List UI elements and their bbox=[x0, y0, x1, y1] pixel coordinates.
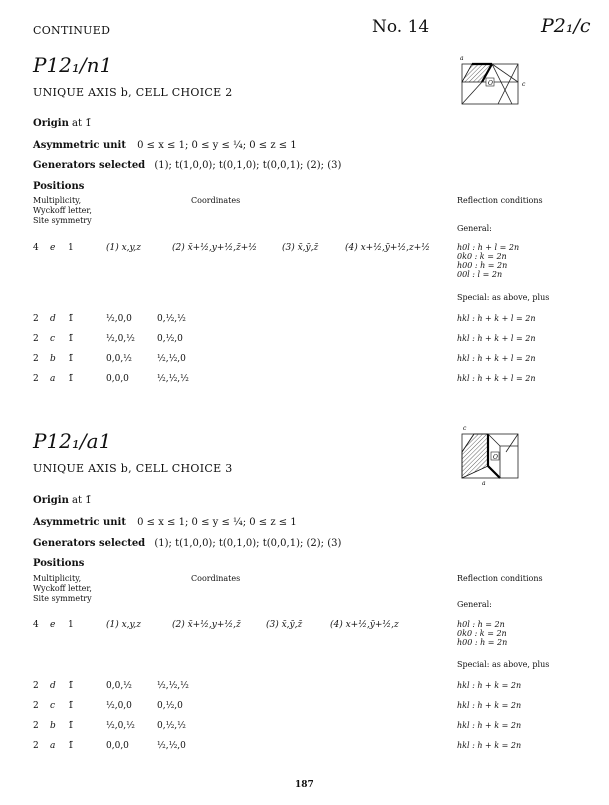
condition-0k0: 0k0 : k = 2n bbox=[457, 629, 507, 638]
table-row bbox=[0, 354, 609, 366]
condition: hkl : h + k = 2n bbox=[457, 721, 522, 730]
site-symmetry: 1̄ bbox=[68, 681, 74, 691]
table-row bbox=[0, 314, 609, 326]
mult: 2 bbox=[33, 334, 39, 344]
wyckoff-letter: c bbox=[50, 334, 56, 344]
condition: hkl : h + k + l = 2n bbox=[457, 374, 536, 383]
diagram-axis-side: c bbox=[522, 81, 526, 88]
condition: hkl : h + k + l = 2n bbox=[457, 354, 536, 363]
mult-label-2: Wyckoff letter, bbox=[33, 206, 92, 215]
mult-label-3: Site symmetry bbox=[33, 594, 92, 603]
condition-h0l: h0l : h = 2n bbox=[457, 620, 505, 629]
generators-line bbox=[33, 160, 341, 171]
diagram-axis-top: a bbox=[460, 55, 464, 62]
special-label: Special: as above, plus bbox=[457, 660, 550, 669]
mult: 4 bbox=[33, 243, 39, 253]
generators-value: (1); t(1,0,0); t(0,1,0); t(0,0,1); (2); (3) bbox=[154, 538, 342, 549]
coordinates-header: Coordinates bbox=[191, 196, 241, 205]
coord-1: (1) x,y,z bbox=[106, 620, 142, 630]
mult: 2 bbox=[33, 374, 39, 384]
coord-1: 0,0,0 bbox=[106, 741, 129, 751]
site-symmetry: 1̄ bbox=[68, 314, 74, 324]
coord-2: 0,½,0 bbox=[157, 334, 183, 344]
mult: 2 bbox=[33, 701, 39, 711]
coord-4: (4) x+½,ȳ+½,z bbox=[330, 620, 399, 630]
origin-value: at 1̄ bbox=[72, 495, 92, 506]
coord-2: ½,½,0 bbox=[157, 741, 186, 751]
table-row bbox=[0, 741, 609, 753]
condition-h00: h00 : h = 2n bbox=[457, 638, 508, 647]
origin-line bbox=[33, 495, 92, 506]
coord-1: ½,0,0 bbox=[106, 701, 132, 711]
coordinates-header: Coordinates bbox=[191, 574, 241, 583]
section-subtitle: UNIQUE AXIS b, CELL CHOICE 2 bbox=[33, 86, 233, 99]
coord-2: 0,½,½ bbox=[157, 314, 186, 324]
coord-3: (3) x̄,ȳ,z̄ bbox=[266, 620, 303, 630]
general-conditions bbox=[457, 243, 519, 279]
table-row bbox=[0, 681, 609, 693]
generators-label: Generators selected bbox=[33, 538, 146, 549]
cell-diagram bbox=[452, 422, 532, 486]
condition: hkl : h + k = 2n bbox=[457, 681, 522, 690]
coord-4: (4) x+½,ȳ+½,z+½ bbox=[345, 243, 431, 253]
mult: 2 bbox=[33, 314, 39, 324]
coord-1: 0,0,½ bbox=[106, 354, 132, 364]
condition-0k0: 0k0 : k = 2n bbox=[457, 252, 507, 261]
wyckoff-letter: d bbox=[50, 681, 56, 691]
cell-diagram bbox=[452, 52, 532, 112]
coord-1: (1) x,y,z bbox=[106, 243, 142, 253]
table-row bbox=[0, 701, 609, 713]
mult: 2 bbox=[33, 681, 39, 691]
coord-1: 0,0,0 bbox=[106, 374, 129, 384]
origin-line bbox=[33, 118, 92, 129]
mult: 2 bbox=[33, 741, 39, 751]
wyckoff-letter: d bbox=[50, 314, 56, 324]
wyckoff-letter: a bbox=[50, 374, 56, 384]
asym-line bbox=[33, 140, 297, 151]
reflection-header: Reflection conditions bbox=[457, 574, 543, 583]
positions-label: Positions bbox=[33, 181, 85, 192]
table-row bbox=[0, 334, 609, 346]
origin-label: Origin bbox=[33, 118, 69, 129]
coord-1: ½,0,½ bbox=[106, 721, 135, 731]
origin-value: at 1̄ bbox=[72, 118, 92, 129]
wyckoff-letter: a bbox=[50, 741, 56, 751]
mult-label-2: Wyckoff letter, bbox=[33, 584, 92, 593]
condition: hkl : h + k + l = 2n bbox=[457, 314, 536, 323]
coord-2: 0,½,½ bbox=[157, 721, 186, 731]
generators-line bbox=[33, 538, 341, 549]
coord-1: ½,0,0 bbox=[106, 314, 132, 324]
diagram-axis-top: c bbox=[463, 425, 467, 432]
reflection-header: Reflection conditions bbox=[457, 196, 543, 205]
site-symmetry: 1̄ bbox=[68, 374, 74, 384]
asym-label: Asymmetric unit bbox=[33, 140, 126, 151]
section-symbol: P12₁/a1 bbox=[33, 429, 112, 453]
condition: hkl : h + k = 2n bbox=[457, 701, 522, 710]
wyckoff-letter: e bbox=[50, 620, 56, 630]
site-symmetry: 1̄ bbox=[68, 334, 74, 344]
coord-2: 0,½,0 bbox=[157, 701, 183, 711]
general-position-row bbox=[0, 620, 609, 632]
condition-h00: h00 : h = 2n bbox=[457, 261, 508, 270]
mult-label-1: Multiplicity, bbox=[33, 196, 82, 205]
section-symbol: P12₁/n1 bbox=[33, 53, 113, 77]
coord-1: 0,0,½ bbox=[106, 681, 132, 691]
generators-value: (1); t(1,0,0); t(0,1,0); t(0,0,1); (2); (3) bbox=[154, 160, 342, 171]
header-continued: CONTINUED bbox=[33, 24, 111, 37]
table-row bbox=[0, 721, 609, 733]
coord-3: (3) x̄,ȳ,z̄ bbox=[282, 243, 319, 253]
diagram-origin-label: O bbox=[493, 454, 498, 461]
wyckoff-letter: e bbox=[50, 243, 56, 253]
wyckoff-letter: b bbox=[50, 721, 56, 731]
coord-1: ½,0,½ bbox=[106, 334, 135, 344]
diagram-axis-side: a bbox=[482, 480, 486, 486]
mult: 2 bbox=[33, 354, 39, 364]
mult-label-3: Site symmetry bbox=[33, 216, 92, 225]
asym-label: Asymmetric unit bbox=[33, 517, 126, 528]
mult: 2 bbox=[33, 721, 39, 731]
asym-value: 0 ≤ x ≤ 1; 0 ≤ y ≤ ¼; 0 ≤ z ≤ 1 bbox=[137, 140, 297, 151]
mult-label-1: Multiplicity, bbox=[33, 574, 82, 583]
coord-2: ½,½,½ bbox=[157, 374, 189, 384]
site-symmetry: 1 bbox=[68, 243, 74, 253]
condition: hkl : h + k + l = 2n bbox=[457, 334, 536, 343]
site-symmetry: 1̄ bbox=[68, 741, 74, 751]
asym-line bbox=[33, 517, 297, 528]
site-symmetry: 1̄ bbox=[68, 354, 74, 364]
wyckoff-letter: b bbox=[50, 354, 56, 364]
positions-label: Positions bbox=[33, 558, 85, 569]
diagram-origin-label: O bbox=[488, 80, 493, 87]
mult: 4 bbox=[33, 620, 39, 630]
coord-2: ½,½,0 bbox=[157, 354, 186, 364]
special-label: Special: as above, plus bbox=[457, 293, 550, 302]
page-number: 187 bbox=[295, 780, 314, 790]
generators-label: Generators selected bbox=[33, 160, 146, 171]
condition-00l: 00l : l = 2n bbox=[457, 270, 503, 279]
site-symmetry: 1̄ bbox=[68, 721, 74, 731]
condition-h0l: h0l : h + l = 2n bbox=[457, 243, 520, 252]
section-subtitle: UNIQUE AXIS b, CELL CHOICE 3 bbox=[33, 462, 233, 475]
table-row bbox=[0, 374, 609, 386]
coord-2: ½,½,½ bbox=[157, 681, 189, 691]
general-label: General: bbox=[457, 224, 492, 233]
general-label: General: bbox=[457, 600, 492, 609]
coord-2: (2) x̄+½,y+½,z̄ bbox=[172, 620, 241, 630]
coord-2: (2) x̄+½,y+½,z̄+½ bbox=[172, 243, 258, 253]
multiplicity-header bbox=[33, 196, 92, 226]
header-group: P2₁/c bbox=[541, 15, 591, 37]
asym-value: 0 ≤ x ≤ 1; 0 ≤ y ≤ ¼; 0 ≤ z ≤ 1 bbox=[137, 517, 297, 528]
general-conditions bbox=[457, 620, 507, 647]
site-symmetry: 1 bbox=[68, 620, 74, 630]
site-symmetry: 1̄ bbox=[68, 701, 74, 711]
origin-label: Origin bbox=[33, 495, 69, 506]
header-number: No. 14 bbox=[372, 17, 430, 37]
wyckoff-letter: c bbox=[50, 701, 56, 711]
condition: hkl : h + k = 2n bbox=[457, 741, 522, 750]
multiplicity-header bbox=[33, 574, 92, 604]
